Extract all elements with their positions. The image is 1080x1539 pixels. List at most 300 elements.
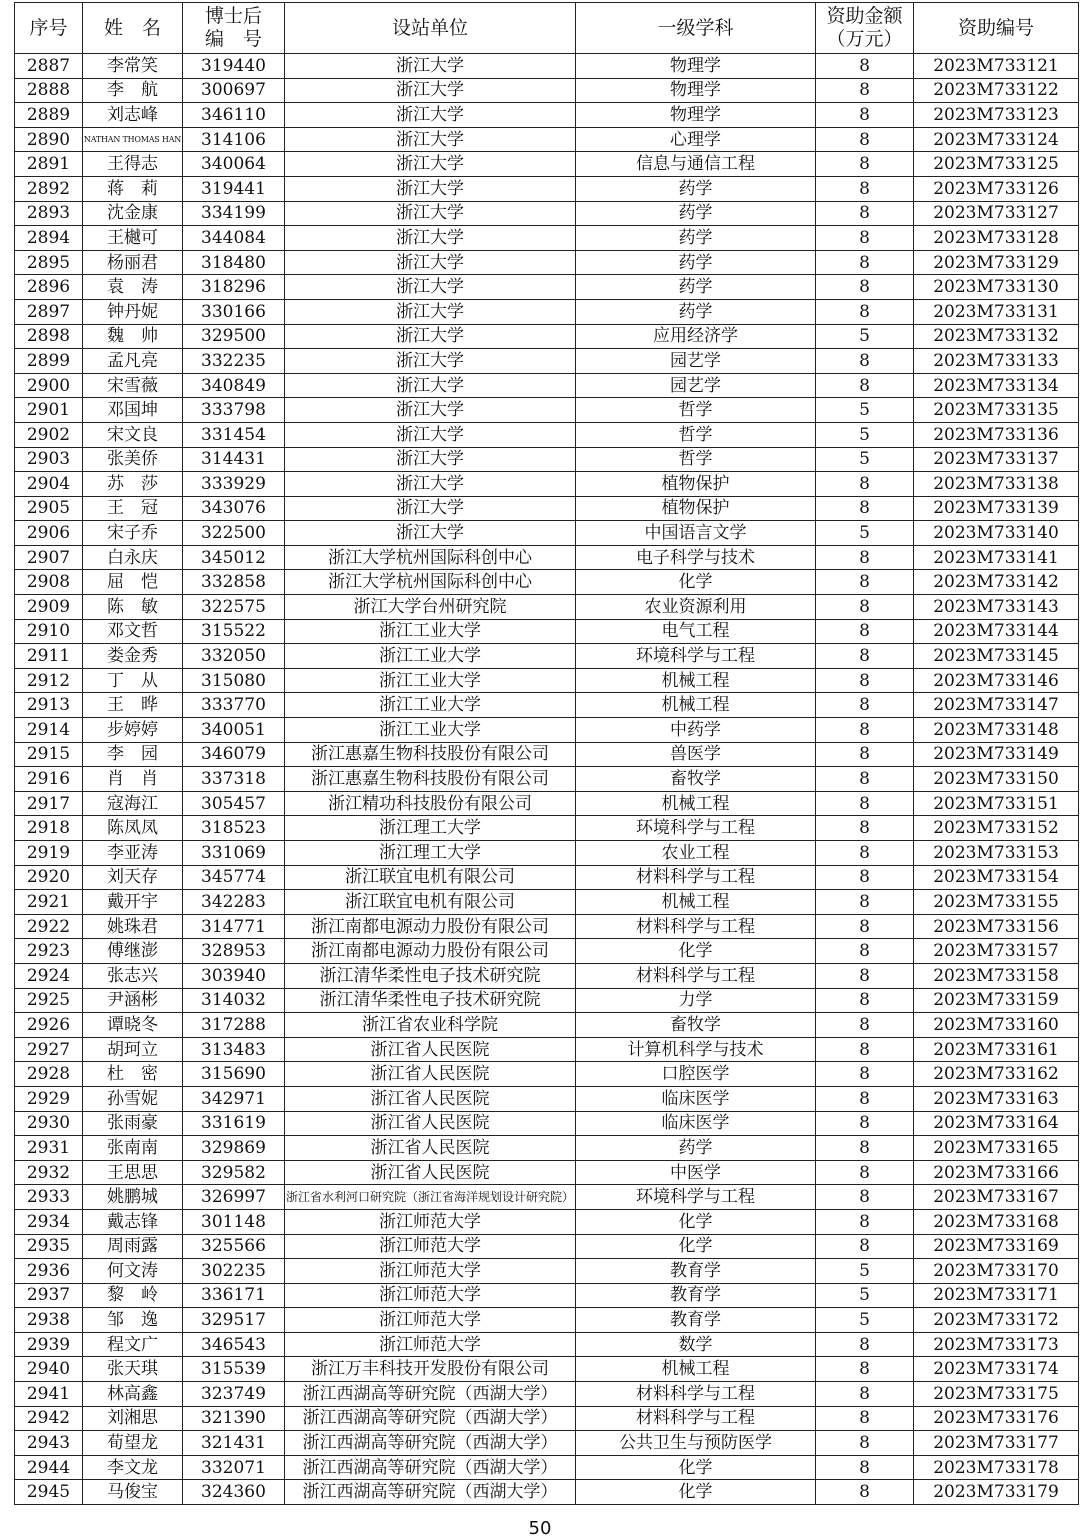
cell-postdoc-no: 321431 [183, 1431, 285, 1456]
cell-unit: 浙江西湖高等研究院（西湖大学） [285, 1431, 576, 1456]
cell-name: 张南南 [83, 1136, 183, 1161]
cell-postdoc-no: 336171 [183, 1283, 285, 1308]
table-row [15, 693, 1079, 718]
cell-postdoc-no: 329500 [183, 324, 285, 349]
cell-subject: 植物保护 [576, 472, 816, 497]
cell-postdoc-no: 330166 [183, 299, 285, 324]
cell-unit: 浙江大学 [285, 127, 576, 152]
cell-index: 2929 [15, 1086, 83, 1111]
cell-postdoc-no: 342971 [183, 1086, 285, 1111]
cell-index: 2934 [15, 1209, 83, 1234]
table-row [15, 619, 1079, 644]
cell-code: 2023M733146 [914, 668, 1079, 693]
cell-subject: 药学 [576, 226, 816, 251]
cell-index: 2918 [15, 816, 83, 841]
cell-code: 2023M733130 [914, 275, 1079, 300]
cell-code: 2023M733179 [914, 1480, 1079, 1505]
cell-postdoc-no: 332050 [183, 644, 285, 669]
cell-subject: 心理学 [576, 127, 816, 152]
cell-code: 2023M733141 [914, 545, 1079, 570]
table-row [15, 742, 1079, 767]
cell-postdoc-no: 340064 [183, 152, 285, 177]
cell-name: 王樾可 [83, 226, 183, 251]
cell-unit: 浙江大学 [285, 176, 576, 201]
cell-subject: 药学 [576, 275, 816, 300]
cell-name: 白永庆 [83, 545, 183, 570]
cell-postdoc-no: 325566 [183, 1234, 285, 1259]
cell-index: 2936 [15, 1259, 83, 1284]
cell-name: 李 航 [83, 78, 183, 103]
cell-subject: 应用经济学 [576, 324, 816, 349]
cell-amount: 8 [816, 226, 914, 251]
cell-code: 2023M733176 [914, 1406, 1079, 1431]
cell-postdoc-no: 300697 [183, 78, 285, 103]
cell-index: 2912 [15, 668, 83, 693]
table-row [15, 914, 1079, 939]
cell-amount: 8 [816, 668, 914, 693]
cell-amount: 8 [816, 1185, 914, 1210]
cell-postdoc-no: 329869 [183, 1136, 285, 1161]
cell-subject: 物理学 [576, 54, 816, 79]
cell-unit: 浙江省人民医院 [285, 1136, 576, 1161]
cell-code: 2023M733129 [914, 250, 1079, 275]
cell-code: 2023M733134 [914, 373, 1079, 398]
cell-postdoc-no: 315080 [183, 668, 285, 693]
cell-name: 李 园 [83, 742, 183, 767]
header-row [15, 3, 1079, 54]
header-postdoc-no: 博士后 编 号 [183, 3, 285, 54]
cell-code: 2023M733172 [914, 1308, 1079, 1333]
cell-unit: 浙江惠嘉生物科技股份有限公司 [285, 767, 576, 792]
cell-code: 2023M733124 [914, 127, 1079, 152]
cell-name: 宋文良 [83, 422, 183, 447]
cell-amount: 8 [816, 1062, 914, 1087]
cell-postdoc-no: 329582 [183, 1160, 285, 1185]
cell-amount: 8 [816, 103, 914, 128]
table-row [15, 250, 1079, 275]
table-row [15, 422, 1079, 447]
cell-name: 姚鹏城 [83, 1185, 183, 1210]
cell-amount: 8 [816, 816, 914, 841]
cell-subject: 电子科学与技术 [576, 545, 816, 570]
cell-amount: 8 [816, 1382, 914, 1407]
cell-index: 2902 [15, 422, 83, 447]
table-row [15, 1086, 1079, 1111]
table-row [15, 349, 1079, 374]
cell-subject: 物理学 [576, 103, 816, 128]
cell-code: 2023M733175 [914, 1382, 1079, 1407]
cell-code: 2023M733164 [914, 1111, 1079, 1136]
table-row [15, 54, 1079, 79]
cell-postdoc-no: 332235 [183, 349, 285, 374]
cell-unit: 浙江西湖高等研究院（西湖大学） [285, 1455, 576, 1480]
cell-subject: 环境科学与工程 [576, 644, 816, 669]
cell-name: 刘天存 [83, 865, 183, 890]
cell-amount: 8 [816, 865, 914, 890]
cell-subject: 数学 [576, 1332, 816, 1357]
cell-name: 魏 帅 [83, 324, 183, 349]
cell-subject: 园艺学 [576, 373, 816, 398]
cell-unit: 浙江精功科技股份有限公司 [285, 791, 576, 816]
cell-postdoc-no: 305457 [183, 791, 285, 816]
cell-name: 步婷婷 [83, 718, 183, 743]
table-row [15, 373, 1079, 398]
cell-name: 邓国坤 [83, 398, 183, 423]
cell-unit: 浙江师范大学 [285, 1234, 576, 1259]
cell-name: 王得志 [83, 152, 183, 177]
header-index: 序号 [15, 3, 83, 54]
cell-postdoc-no: 331069 [183, 841, 285, 866]
cell-unit: 浙江省人民医院 [285, 1160, 576, 1185]
cell-index: 2900 [15, 373, 83, 398]
cell-amount: 8 [816, 1136, 914, 1161]
cell-unit: 浙江大学 [285, 54, 576, 79]
cell-amount: 8 [816, 1111, 914, 1136]
cell-code: 2023M733125 [914, 152, 1079, 177]
cell-code: 2023M733152 [914, 816, 1079, 841]
cell-postdoc-no: 346543 [183, 1332, 285, 1357]
table-row [15, 1062, 1079, 1087]
cell-code: 2023M733177 [914, 1431, 1079, 1456]
cell-unit: 浙江大学 [285, 373, 576, 398]
cell-index: 2899 [15, 349, 83, 374]
cell-name: 胡珂立 [83, 1037, 183, 1062]
cell-index: 2893 [15, 201, 83, 226]
cell-index: 2908 [15, 570, 83, 595]
table-row [15, 1234, 1079, 1259]
cell-code: 2023M733136 [914, 422, 1079, 447]
cell-index: 2920 [15, 865, 83, 890]
cell-index: 2892 [15, 176, 83, 201]
cell-code: 2023M733122 [914, 78, 1079, 103]
cell-name: 肖 肖 [83, 767, 183, 792]
cell-name: 张天琪 [83, 1357, 183, 1382]
cell-amount: 8 [816, 619, 914, 644]
table-row [15, 324, 1079, 349]
cell-postdoc-no: 314771 [183, 914, 285, 939]
cell-name: 寇海江 [83, 791, 183, 816]
cell-unit: 浙江大学 [285, 103, 576, 128]
table-row [15, 841, 1079, 866]
cell-subject: 教育学 [576, 1308, 816, 1333]
cell-index: 2903 [15, 447, 83, 472]
cell-subject: 化学 [576, 570, 816, 595]
cell-amount: 8 [816, 299, 914, 324]
cell-name: 周雨露 [83, 1234, 183, 1259]
cell-name: 沈金康 [83, 201, 183, 226]
table-row [15, 447, 1079, 472]
cell-amount: 5 [816, 1259, 914, 1284]
cell-unit: 浙江南都电源动力股份有限公司 [285, 939, 576, 964]
cell-amount: 8 [816, 275, 914, 300]
cell-name: 蒋 莉 [83, 176, 183, 201]
cell-amount: 8 [816, 349, 914, 374]
cell-code: 2023M733128 [914, 226, 1079, 251]
cell-amount: 8 [816, 1209, 914, 1234]
table-row [15, 1160, 1079, 1185]
cell-postdoc-no: 332858 [183, 570, 285, 595]
cell-code: 2023M733160 [914, 1013, 1079, 1038]
table-row [15, 1357, 1079, 1382]
cell-index: 2919 [15, 841, 83, 866]
cell-unit: 浙江大学 [285, 349, 576, 374]
cell-index: 2921 [15, 890, 83, 915]
table-row [15, 398, 1079, 423]
cell-amount: 8 [816, 472, 914, 497]
cell-amount: 8 [816, 496, 914, 521]
table-row [15, 1455, 1079, 1480]
table-row [15, 1111, 1079, 1136]
cell-postdoc-no: 321390 [183, 1406, 285, 1431]
cell-subject: 临床医学 [576, 1086, 816, 1111]
cell-index: 2897 [15, 299, 83, 324]
cell-code: 2023M733127 [914, 201, 1079, 226]
header-unit: 设站单位 [285, 3, 576, 54]
cell-name: 戴志锋 [83, 1209, 183, 1234]
cell-subject: 化学 [576, 1480, 816, 1505]
cell-unit: 浙江省人民医院 [285, 1086, 576, 1111]
cell-code: 2023M733140 [914, 521, 1079, 546]
cell-subject: 临床医学 [576, 1111, 816, 1136]
cell-index: 2905 [15, 496, 83, 521]
cell-index: 2916 [15, 767, 83, 792]
cell-amount: 8 [816, 963, 914, 988]
cell-unit: 浙江联宜电机有限公司 [285, 890, 576, 915]
cell-unit: 浙江万丰科技开发股份有限公司 [285, 1357, 576, 1382]
cell-postdoc-no: 344084 [183, 226, 285, 251]
cell-name: 张志兴 [83, 963, 183, 988]
cell-code: 2023M733138 [914, 472, 1079, 497]
cell-unit: 浙江大学 [285, 250, 576, 275]
cell-unit: 浙江工业大学 [285, 619, 576, 644]
cell-name: 戴开宇 [83, 890, 183, 915]
cell-postdoc-no: 345012 [183, 545, 285, 570]
cell-index: 2888 [15, 78, 83, 103]
cell-index: 2915 [15, 742, 83, 767]
cell-unit: 浙江大学 [285, 521, 576, 546]
cell-code: 2023M733169 [914, 1234, 1079, 1259]
cell-name: 杨丽君 [83, 250, 183, 275]
table-body [15, 54, 1079, 1505]
cell-index: 2895 [15, 250, 83, 275]
cell-code: 2023M733166 [914, 1160, 1079, 1185]
cell-index: 2911 [15, 644, 83, 669]
cell-name: 荀望龙 [83, 1431, 183, 1456]
cell-unit: 浙江省农业科学院 [285, 1013, 576, 1038]
cell-code: 2023M733132 [914, 324, 1079, 349]
cell-name: 屈 恺 [83, 570, 183, 595]
cell-subject: 机械工程 [576, 791, 816, 816]
cell-name: 陈凤凤 [83, 816, 183, 841]
cell-index: 2928 [15, 1062, 83, 1087]
cell-unit: 浙江大学 [285, 201, 576, 226]
table-row [15, 718, 1079, 743]
table-row [15, 152, 1079, 177]
cell-amount: 5 [816, 1283, 914, 1308]
cell-name: 王 晔 [83, 693, 183, 718]
cell-subject: 材料科学与工程 [576, 914, 816, 939]
cell-name: 王 冠 [83, 496, 183, 521]
cell-subject: 电气工程 [576, 619, 816, 644]
table-row [15, 816, 1079, 841]
cell-subject: 农业资源利用 [576, 595, 816, 620]
cell-index: 2913 [15, 693, 83, 718]
cell-unit: 浙江工业大学 [285, 644, 576, 669]
cell-unit: 浙江大学 [285, 472, 576, 497]
cell-unit: 浙江西湖高等研究院（西湖大学） [285, 1480, 576, 1505]
table-row [15, 988, 1079, 1013]
cell-postdoc-no: 323749 [183, 1382, 285, 1407]
cell-postdoc-no: 333798 [183, 398, 285, 423]
cell-code: 2023M733142 [914, 570, 1079, 595]
cell-amount: 8 [816, 595, 914, 620]
header-amount: 资助金额 （万元） [816, 3, 914, 54]
cell-unit: 浙江省人民医院 [285, 1037, 576, 1062]
cell-index: 2909 [15, 595, 83, 620]
cell-name: 李文龙 [83, 1455, 183, 1480]
cell-code: 2023M733137 [914, 447, 1079, 472]
cell-postdoc-no: 345774 [183, 865, 285, 890]
table-row [15, 595, 1079, 620]
table-row [15, 226, 1079, 251]
cell-subject: 畜牧学 [576, 767, 816, 792]
cell-amount: 8 [816, 373, 914, 398]
table-header [15, 3, 1079, 54]
cell-postdoc-no: 332071 [183, 1455, 285, 1480]
cell-amount: 8 [816, 914, 914, 939]
cell-code: 2023M733126 [914, 176, 1079, 201]
cell-amount: 8 [816, 1332, 914, 1357]
cell-subject: 口腔医学 [576, 1062, 816, 1087]
cell-index: 2937 [15, 1283, 83, 1308]
cell-unit: 浙江师范大学 [285, 1209, 576, 1234]
cell-postdoc-no: 326997 [183, 1185, 285, 1210]
table-row [15, 201, 1079, 226]
cell-amount: 8 [816, 1160, 914, 1185]
cell-code: 2023M733143 [914, 595, 1079, 620]
cell-subject: 兽医学 [576, 742, 816, 767]
table-row [15, 963, 1079, 988]
cell-amount: 8 [816, 176, 914, 201]
cell-index: 2935 [15, 1234, 83, 1259]
cell-unit: 浙江省人民医院 [285, 1111, 576, 1136]
table-row [15, 1332, 1079, 1357]
cell-amount: 5 [816, 1308, 914, 1333]
cell-subject: 中药学 [576, 718, 816, 743]
cell-name: 钟丹妮 [83, 299, 183, 324]
cell-subject: 计算机科学与技术 [576, 1037, 816, 1062]
cell-subject: 药学 [576, 176, 816, 201]
table-row [15, 1259, 1079, 1284]
cell-postdoc-no: 319441 [183, 176, 285, 201]
cell-index: 2910 [15, 619, 83, 644]
cell-name: 苏 莎 [83, 472, 183, 497]
cell-amount: 8 [816, 841, 914, 866]
cell-postdoc-no: 317288 [183, 1013, 285, 1038]
table-row [15, 275, 1079, 300]
cell-postdoc-no: 318480 [183, 250, 285, 275]
table-row [15, 939, 1079, 964]
cell-index: 2906 [15, 521, 83, 546]
cell-name: 宋子乔 [83, 521, 183, 546]
cell-index: 2907 [15, 545, 83, 570]
cell-unit: 浙江惠嘉生物科技股份有限公司 [285, 742, 576, 767]
cell-index: 2904 [15, 472, 83, 497]
table-row [15, 176, 1079, 201]
cell-subject: 公共卫生与预防医学 [576, 1431, 816, 1456]
cell-subject: 农业工程 [576, 841, 816, 866]
cell-subject: 材料科学与工程 [576, 1406, 816, 1431]
table-row [15, 1283, 1079, 1308]
cell-index: 2891 [15, 152, 83, 177]
table-row [15, 78, 1079, 103]
cell-amount: 8 [816, 54, 914, 79]
table-row [15, 1308, 1079, 1333]
cell-name: 张美侨 [83, 447, 183, 472]
cell-code: 2023M733171 [914, 1283, 1079, 1308]
cell-postdoc-no: 314431 [183, 447, 285, 472]
cell-index: 2922 [15, 914, 83, 939]
cell-code: 2023M733149 [914, 742, 1079, 767]
cell-amount: 8 [816, 570, 914, 595]
cell-postdoc-no: 324360 [183, 1480, 285, 1505]
cell-unit: 浙江工业大学 [285, 718, 576, 743]
cell-index: 2940 [15, 1357, 83, 1382]
cell-subject: 教育学 [576, 1259, 816, 1284]
cell-amount: 8 [816, 988, 914, 1013]
cell-name: 杜 密 [83, 1062, 183, 1087]
cell-index: 2887 [15, 54, 83, 79]
cell-amount: 8 [816, 1431, 914, 1456]
cell-code: 2023M733157 [914, 939, 1079, 964]
cell-index: 2917 [15, 791, 83, 816]
cell-name: 林高鑫 [83, 1382, 183, 1407]
cell-unit: 浙江大学 [285, 226, 576, 251]
cell-amount: 5 [816, 447, 914, 472]
cell-subject: 化学 [576, 1455, 816, 1480]
cell-amount: 8 [816, 742, 914, 767]
cell-postdoc-no: 313483 [183, 1037, 285, 1062]
cell-postdoc-no: 328953 [183, 939, 285, 964]
cell-name: 邹 逸 [83, 1308, 183, 1333]
cell-subject: 物理学 [576, 78, 816, 103]
cell-name: 李常笑 [83, 54, 183, 79]
cell-amount: 8 [816, 1357, 914, 1382]
cell-code: 2023M733148 [914, 718, 1079, 743]
cell-subject: 信息与通信工程 [576, 152, 816, 177]
cell-postdoc-no: 318523 [183, 816, 285, 841]
cell-subject: 材料科学与工程 [576, 963, 816, 988]
cell-code: 2023M733123 [914, 103, 1079, 128]
cell-name: 李亚涛 [83, 841, 183, 866]
cell-code: 2023M733155 [914, 890, 1079, 915]
cell-subject: 中医学 [576, 1160, 816, 1185]
table-row [15, 890, 1079, 915]
cell-index: 2890 [15, 127, 83, 152]
cell-amount: 8 [816, 1480, 914, 1505]
cell-postdoc-no: 340849 [183, 373, 285, 398]
header-name: 姓 名 [83, 3, 183, 54]
cell-subject: 哲学 [576, 447, 816, 472]
cell-amount: 8 [816, 1086, 914, 1111]
header-subject: 一级学科 [576, 3, 816, 54]
cell-index: 2927 [15, 1037, 83, 1062]
cell-name: 孟凡亮 [83, 349, 183, 374]
cell-subject: 中国语言文学 [576, 521, 816, 546]
cell-index: 2926 [15, 1013, 83, 1038]
cell-postdoc-no: 340051 [183, 718, 285, 743]
cell-unit: 浙江大学 [285, 447, 576, 472]
